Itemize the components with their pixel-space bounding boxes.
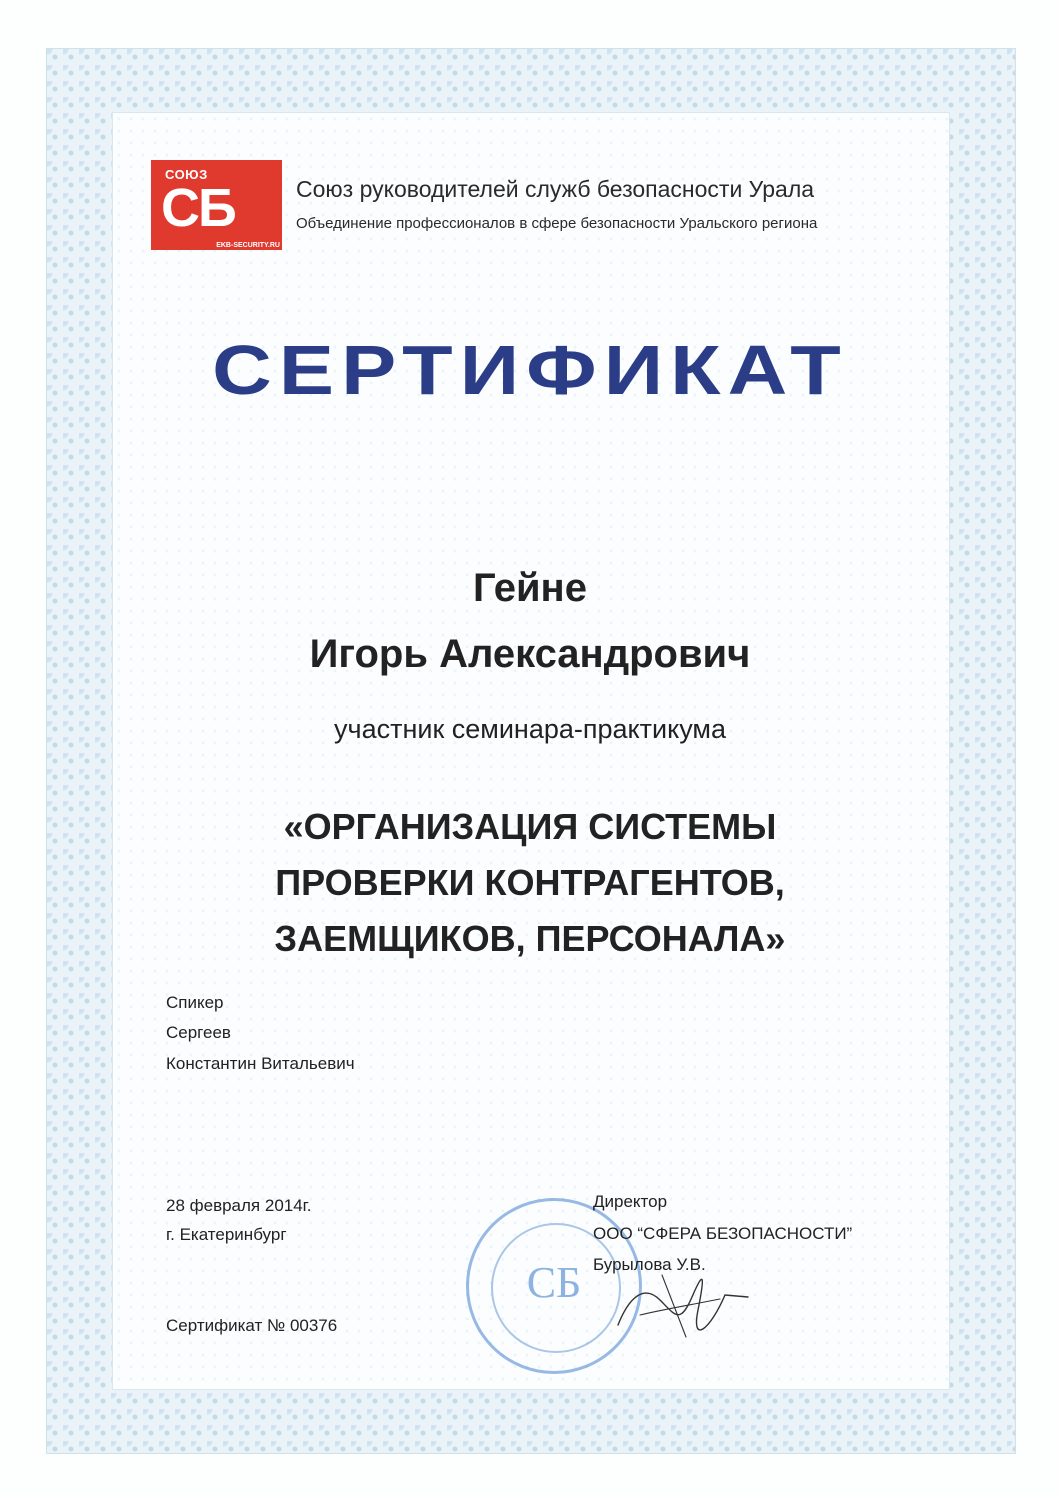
logo-url-text: EKB-SECURITY.RU	[216, 242, 280, 249]
org-name: Союз руководителей служб безопасности Урала	[296, 176, 815, 202]
recipient-surname: Гейне	[473, 566, 587, 610]
stamp-center-text: СБ	[526, 1258, 582, 1307]
director-company: ООО “СФЕРА БЕЗОПАСНОСТИ”	[593, 1224, 853, 1243]
certificate-number: Сертификат № 00376	[166, 1316, 338, 1335]
issue-city: г. Екатеринбург	[166, 1225, 287, 1244]
director-signature	[600, 1255, 750, 1345]
director-title: Директор	[593, 1192, 668, 1211]
logo-top-text: СОЮЗ	[165, 167, 208, 182]
topic-line: «ОРГАНИЗАЦИЯ СИСТЕМЫ	[283, 806, 777, 847]
director-name: Бурылова У.В.	[593, 1255, 706, 1274]
recipient-given-names: Игорь Александрович	[309, 632, 751, 676]
org-subtitle: Объединение профессионалов в сфере безопасности Уральского региона	[296, 215, 818, 232]
certificate-title: СЕРТИФИКАТ	[212, 331, 848, 409]
speaker-surname: Сергеев	[166, 1023, 231, 1042]
org-logo	[151, 160, 282, 250]
issue-date: 28 февраля 2014г.	[166, 1196, 312, 1215]
recipient-role: участник семинара-практикума	[334, 714, 726, 744]
logo-main-text: СБ	[161, 178, 235, 238]
topic-line: ЗАЕМЩИКОВ, ПЕРСОНАЛА»	[274, 918, 786, 959]
speaker-label: Спикер	[166, 993, 224, 1012]
speaker-given-names: Константин Витальевич	[166, 1054, 355, 1073]
topic-line: ПРОВЕРКИ КОНТРАГЕНТОВ,	[275, 862, 785, 903]
